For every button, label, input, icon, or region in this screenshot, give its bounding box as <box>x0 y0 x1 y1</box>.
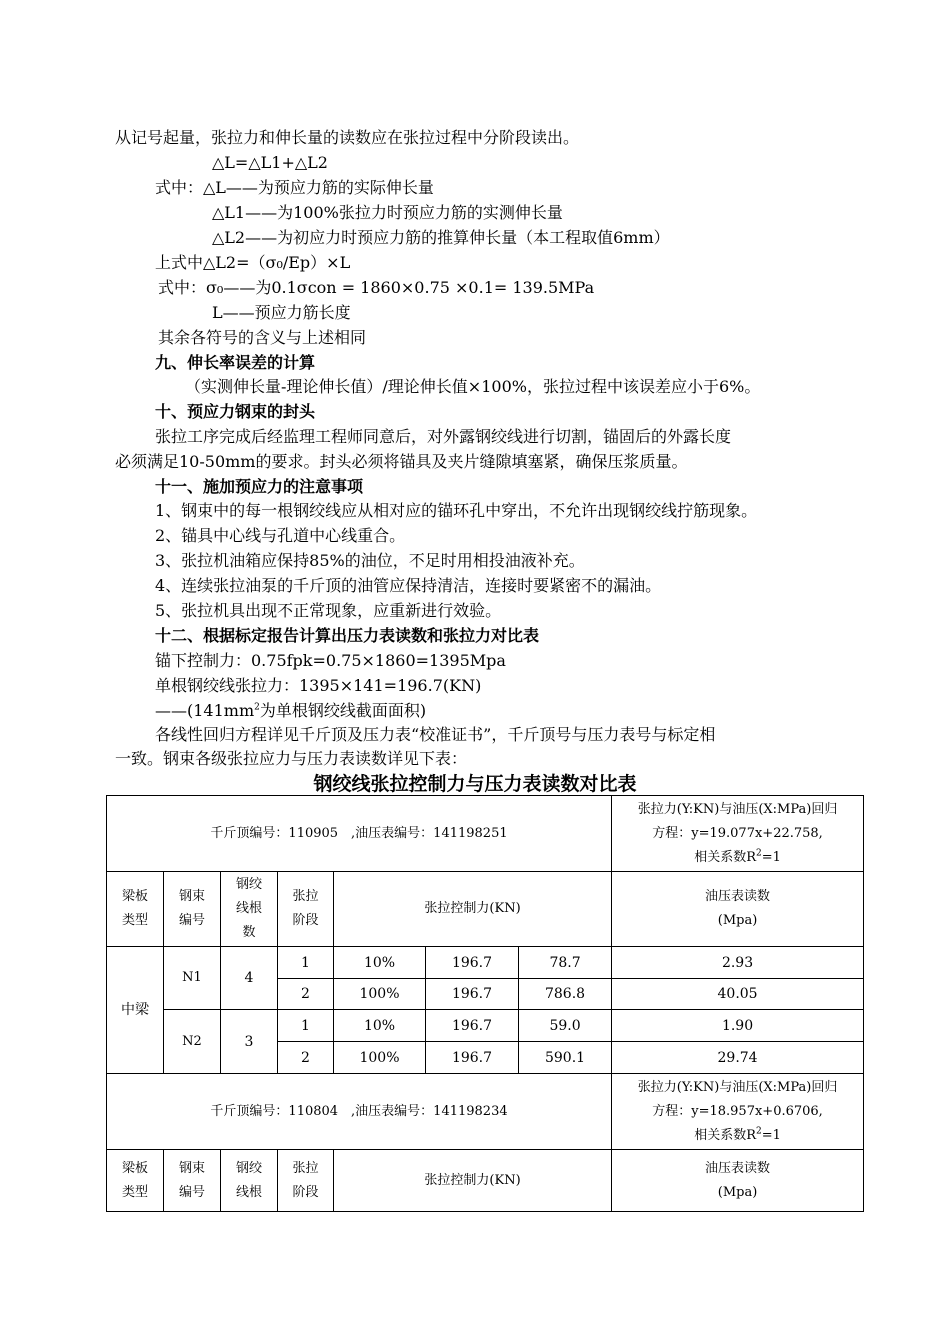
column-header-row <box>107 1150 864 1212</box>
header-text: 梁板 <box>121 1160 148 1176</box>
list-item: 4、连续张拉油泵的千斤顶的油管应保持清洁，连接时要紧密不的漏油。 <box>155 576 662 595</box>
text-part: 相关系数R <box>694 1127 756 1143</box>
header-beam-type <box>107 1150 164 1212</box>
text-part: 相关系数R <box>694 849 756 865</box>
cell-force: 786.8 <box>519 979 612 1010</box>
header-gauge-reading <box>612 1150 864 1212</box>
header-stage <box>278 1150 334 1212</box>
header-control-force: 张拉控制力(KN) <box>334 872 612 947</box>
cell-single-force: 196.7 <box>426 1010 519 1042</box>
text-line: 一致。钢束各级张拉应力与压力表读数详见下表： <box>115 749 468 768</box>
cell-strands: 3 <box>221 1010 278 1074</box>
superscript: 2 <box>755 1126 762 1137</box>
section-heading-12: 十二、根据标定报告计算出压力表读数和张拉力对比表 <box>155 626 540 645</box>
equation-line: 张拉力(Y:KN)与油压(X:MPa)回归 <box>637 1079 838 1095</box>
text-part: =1 <box>761 849 781 865</box>
text-part: ——(141mm <box>155 701 255 720</box>
header-text: 油压表读数 <box>705 1160 771 1176</box>
section-heading-9: 九、伸长率误差的计算 <box>155 353 316 372</box>
formula-line: 式中：σ₀——为0.1σcon = 1860×0.75 ×0.1= 139.5MPa <box>158 278 595 297</box>
group-header-row <box>107 1074 864 1150</box>
cell-single-force: 196.7 <box>426 1042 519 1074</box>
equation-line <box>612 1124 863 1148</box>
regression-equation <box>612 796 864 872</box>
cell-percent: 100% <box>334 1042 426 1074</box>
header-text: 钢束 <box>178 889 205 904</box>
header-text: 钢绞 <box>235 877 262 892</box>
header-control-force: 张拉控制力(KN) <box>334 1150 612 1212</box>
cell-stage: 2 <box>278 1042 334 1074</box>
section-heading-11: 十一、施加预应力的注意事项 <box>155 477 364 496</box>
table-row <box>107 1010 864 1042</box>
cell-stage: 1 <box>278 1010 334 1042</box>
cell-bundle: N1 <box>164 947 221 1010</box>
jack-gauge-ids: 千斤顶编号：110804 ,油压表编号：141198234 <box>107 1074 612 1150</box>
header-strand-count <box>221 1150 278 1212</box>
list-item: 5、张拉机具出现不正常现象，应重新进行效验。 <box>155 601 502 620</box>
header-stage <box>278 872 334 947</box>
header-beam-type <box>107 872 164 947</box>
cell-reading: 40.05 <box>612 979 864 1010</box>
header-text: 类型 <box>121 1184 148 1200</box>
header-gauge-reading <box>612 872 864 947</box>
cell-force: 78.7 <box>519 947 612 979</box>
column-header-row <box>107 872 864 947</box>
superscript: 2 <box>254 702 260 713</box>
header-text: 油压表读数 <box>705 889 771 904</box>
cell-reading: 1.90 <box>612 1010 864 1042</box>
cell-bundle: N2 <box>164 1010 221 1074</box>
cell-beam-type: 中梁 <box>107 947 164 1074</box>
text-line: 单根钢绞线张拉力：1395×141=196.7(KN) <box>155 676 482 695</box>
cell-single-force: 196.7 <box>426 947 519 979</box>
cell-force: 59.0 <box>519 1010 612 1042</box>
formula-line: 上式中△L2=（σ₀/Ep）×L <box>155 253 351 272</box>
cell-reading: 2.93 <box>612 947 864 979</box>
header-text: 线根 <box>235 901 262 916</box>
equation-line: 方程：y=18.957x+0.6706, <box>652 1103 823 1119</box>
list-item: 2、锚具中心线与孔道中心线重合。 <box>155 526 406 545</box>
formula-line: △L=△L1+△L2 <box>212 153 328 172</box>
text-line: 其余各符号的含义与上述相同 <box>158 328 367 347</box>
text-line: （实测伸长量-理论伸长值）/理论伸长值×100%，张拉过程中该误差应小于6%。 <box>185 377 761 396</box>
text-line: 各线性回归方程详见千斤顶及压力表“校准证书”，千斤顶号与压力表号与标定相 <box>155 725 716 744</box>
cell-force: 590.1 <box>519 1042 612 1074</box>
header-strand-count <box>221 872 278 947</box>
cell-stage: 2 <box>278 979 334 1010</box>
text-part: =1 <box>761 1127 781 1143</box>
cell-percent: 10% <box>334 1010 426 1042</box>
header-text: 钢束 <box>178 1160 205 1176</box>
list-item: 3、张拉机油箱应保持85%的油位，不足时用相投油液补充。 <box>155 551 585 570</box>
text-line <box>155 700 426 722</box>
text-part: 为单根钢绞线截面面积) <box>259 701 427 720</box>
section-heading-10: 十、预应力钢束的封头 <box>155 402 316 421</box>
header-text: 阶段 <box>292 913 319 928</box>
text-line: △L2——为初应力时预应力筋的推算伸长量（本工程取值6mm） <box>212 228 670 247</box>
superscript: 2 <box>755 848 762 859</box>
equation-line <box>612 846 863 870</box>
header-text: 编号 <box>178 1184 205 1200</box>
header-text: 张拉 <box>292 889 319 904</box>
cell-single-force: 196.7 <box>426 979 519 1010</box>
cell-percent: 100% <box>334 979 426 1010</box>
comparison-table <box>106 795 864 1212</box>
text-line: △L1——为100%张拉力时预应力筋的实测伸长量 <box>212 203 563 222</box>
text-line: 张拉工序完成后经监理工程师同意后，对外露钢绞线进行切割，锚固后的外露长度 <box>155 427 732 446</box>
header-text: 钢绞 <box>235 1160 262 1176</box>
text-line: 式中：△L——为预应力筋的实际伸长量 <box>155 178 434 197</box>
equation-line: 方程：y=19.077x+22.758, <box>652 825 823 841</box>
header-text: 梁板 <box>121 889 148 904</box>
table-row <box>107 947 864 979</box>
header-text: (Mpa) <box>717 1184 758 1200</box>
list-item: 1、钢束中的每一根钢绞线应从相对应的锚环孔中穿出，不允许出现钢绞线拧筋现象。 <box>155 501 758 520</box>
text-line: 锚下控制力：0.75fpk=0.75×1860=1395Mpa <box>155 651 506 670</box>
header-text: (Mpa) <box>717 913 758 928</box>
group-header-row <box>107 796 864 872</box>
table-title: 钢绞线张拉控制力与压力表读数对比表 <box>313 773 637 795</box>
header-text: 编号 <box>178 913 205 928</box>
header-text: 数 <box>242 925 256 940</box>
cell-strands: 4 <box>221 947 278 1010</box>
cell-reading: 29.74 <box>612 1042 864 1074</box>
jack-gauge-ids: 千斤顶编号：110905 ,油压表编号：141198251 <box>107 796 612 872</box>
text-line: 从记号起量，张拉力和伸长量的读数应在张拉过程中分阶段读出。 <box>115 128 580 147</box>
header-bundle-no <box>164 872 221 947</box>
header-text: 类型 <box>121 913 148 928</box>
equation-line: 张拉力(Y:KN)与油压(X:MPa)回归 <box>637 801 838 817</box>
header-text: 线根 <box>235 1184 262 1200</box>
text-line: 必须满足10-50mm的要求。封头必须将锚具及夹片缝隙填塞紧，确保压浆质量。 <box>115 452 688 471</box>
header-bundle-no <box>164 1150 221 1212</box>
cell-percent: 10% <box>334 947 426 979</box>
header-text: 张拉 <box>292 1160 319 1176</box>
header-text: 阶段 <box>292 1184 319 1200</box>
cell-stage: 1 <box>278 947 334 979</box>
text-line: L——预应力筋长度 <box>212 303 351 322</box>
regression-equation <box>612 1074 864 1150</box>
